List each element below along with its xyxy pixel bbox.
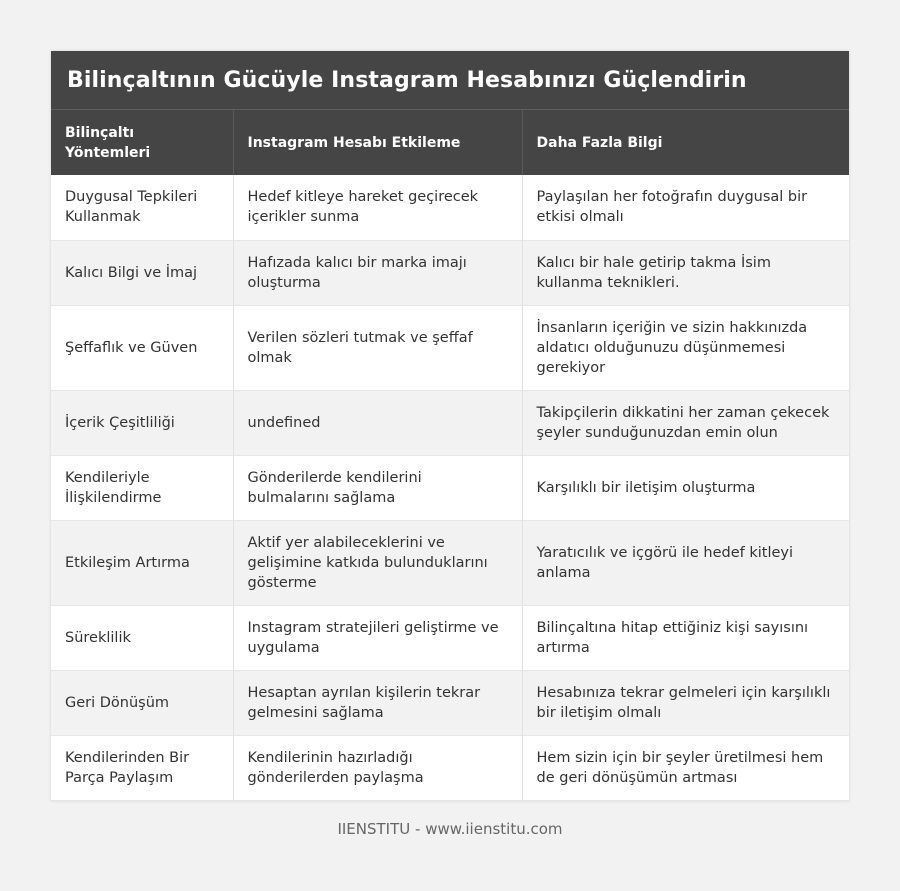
column-header-more-info: Daha Fazla Bilgi [522, 110, 849, 175]
table-cell: undefined [233, 390, 522, 455]
content-card [51, 51, 849, 801]
table-row [51, 735, 849, 800]
table-row [51, 455, 849, 520]
table-cell: Aktif yer alabileceklerini ve gelişimine katkıda bulunduklarını gösterme [233, 520, 522, 605]
table-title: Bilinçaltının Gücüyle Instagram Hesabınızı Güçlendirin [51, 51, 849, 110]
table-cell: Verilen sözleri tutmak ve şeffaf olmak [233, 305, 522, 390]
table-cell: Geri Dönüşüm [51, 670, 233, 735]
data-table [51, 110, 849, 801]
table-row [51, 670, 849, 735]
table-row [51, 520, 849, 605]
table-cell: Yaratıcılık ve içgörü ile hedef kitleyi anlama [522, 520, 849, 605]
table-cell: Paylaşılan her fotoğrafın duygusal bir etkisi olmalı [522, 175, 849, 240]
table-cell: Şeffaflık ve Güven [51, 305, 233, 390]
table-cell: Hedef kitleye hareket geçirecek içerikler sunma [233, 175, 522, 240]
table-cell: Kendilerinin hazırladığı gönderilerden paylaşma [233, 735, 522, 800]
table-cell: Kalıcı bir hale getirip takma İsim kullanma teknikleri. [522, 240, 849, 305]
table-cell: Kalıcı Bilgi ve İmaj [51, 240, 233, 305]
table-cell: Takipçilerin dikkatini her zaman çekecek şeyler sunduğunuzdan emin olun [522, 390, 849, 455]
table-row [51, 390, 849, 455]
table-cell: İçerik Çeşitliliği [51, 390, 233, 455]
table-cell: Hafızada kalıcı bir marka imajı oluşturma [233, 240, 522, 305]
table-cell: Hem sizin için bir şeyler üretilmesi hem de geri dönüşümün artması [522, 735, 849, 800]
table-cell: Hesabınıza tekrar gelmeleri için karşılıklı bir iletişim olmalı [522, 670, 849, 735]
footer-credit: IIENSTITU - www.iienstitu.com [337, 820, 563, 838]
table-cell: Bilinçaltına hitap ettiğiniz kişi sayısını artırma [522, 605, 849, 670]
table-cell: Süreklilik [51, 605, 233, 670]
table-cell: Etkileşim Artırma [51, 520, 233, 605]
column-header-instagram-effect: Instagram Hesabı Etkileme [233, 110, 522, 175]
table-row [51, 175, 849, 240]
table-row [51, 240, 849, 305]
table-row [51, 605, 849, 670]
table-row [51, 305, 849, 390]
table-cell: Hesaptan ayrılan kişilerin tekrar gelmesini sağlama [233, 670, 522, 735]
table-cell: Instagram stratejileri geliştirme ve uygulama [233, 605, 522, 670]
table-header-row [51, 110, 849, 175]
column-header-methods: Bilinçaltı Yöntemleri [51, 110, 233, 175]
table-cell: Duygusal Tepkileri Kullanmak [51, 175, 233, 240]
table-cell: Karşılıklı bir iletişim oluşturma [522, 455, 849, 520]
table-cell: Gönderilerde kendilerini bulmalarını sağlama [233, 455, 522, 520]
table-cell: Kendilerinden Bir Parça Paylaşım [51, 735, 233, 800]
table-cell: İnsanların içeriğin ve sizin hakkınızda aldatıcı olduğunuzu düşünmemesi gerekiyor [522, 305, 849, 390]
table-cell: Kendileriyle İlişkilendirme [51, 455, 233, 520]
